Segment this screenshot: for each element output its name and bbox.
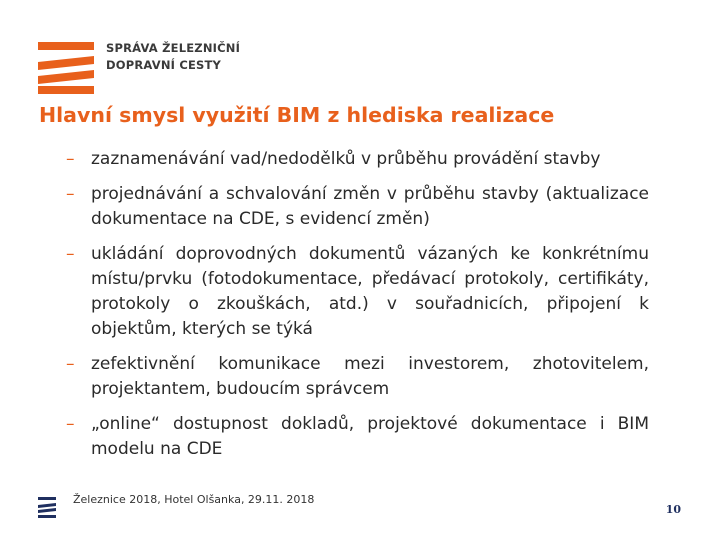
bullet-dash: – <box>66 244 75 264</box>
bullet-item <box>66 352 649 402</box>
szdc-logo <box>38 38 288 94</box>
bullet-text: „online“ dostupnost dokladů, projektové dokumentace i BIM modelu na CDE <box>91 414 649 459</box>
bullet-dash: – <box>66 354 75 374</box>
bullet-dash: – <box>66 149 75 169</box>
szdc-logo-mark-icon <box>38 38 94 94</box>
logo-line-1: SPRÁVA ŽELEZNIČNÍ <box>106 41 241 55</box>
bullet-dash: – <box>66 184 75 204</box>
logo-wordmark <box>106 40 240 74</box>
page-number: 10 <box>665 503 681 516</box>
bullet-text: projednávání a schvalování změn v průběhu stavby (aktualizace dokumentace na CDE, s evidencí změn) <box>91 184 649 229</box>
bullet-text: ukládání doprovodných dokumentů vázaných ke konkrétnímu místu/prvku (fotodokumentace, předávací protokoly, certifikáty, protokoly o zkouškách, atd.) v souřadnicích, připojení k objektům, kterých se týká <box>91 244 649 339</box>
logo-line-2: DOPRAVNÍ CESTY <box>106 58 222 72</box>
bullet-list <box>66 147 649 472</box>
bullet-item <box>66 242 649 342</box>
bullet-text: zaznamenávání vad/nedodělků v průběhu provádění stavby <box>91 149 601 169</box>
bullet-item <box>66 147 649 172</box>
bullet-dash: – <box>66 414 75 434</box>
szdc-logo-mark-icon <box>38 496 56 518</box>
slide-title: Hlavní smysl využití BIM z hlediska realizace <box>39 103 555 127</box>
bullet-item <box>66 412 649 462</box>
bullet-text: zefektivnění komunikace mezi investorem, zhotovitelem, projektantem, budoucím správcem <box>91 354 649 399</box>
bullet-item <box>66 182 649 232</box>
footer-text: Železnice 2018, Hotel Olšanka, 29.11. 2018 <box>73 493 315 506</box>
